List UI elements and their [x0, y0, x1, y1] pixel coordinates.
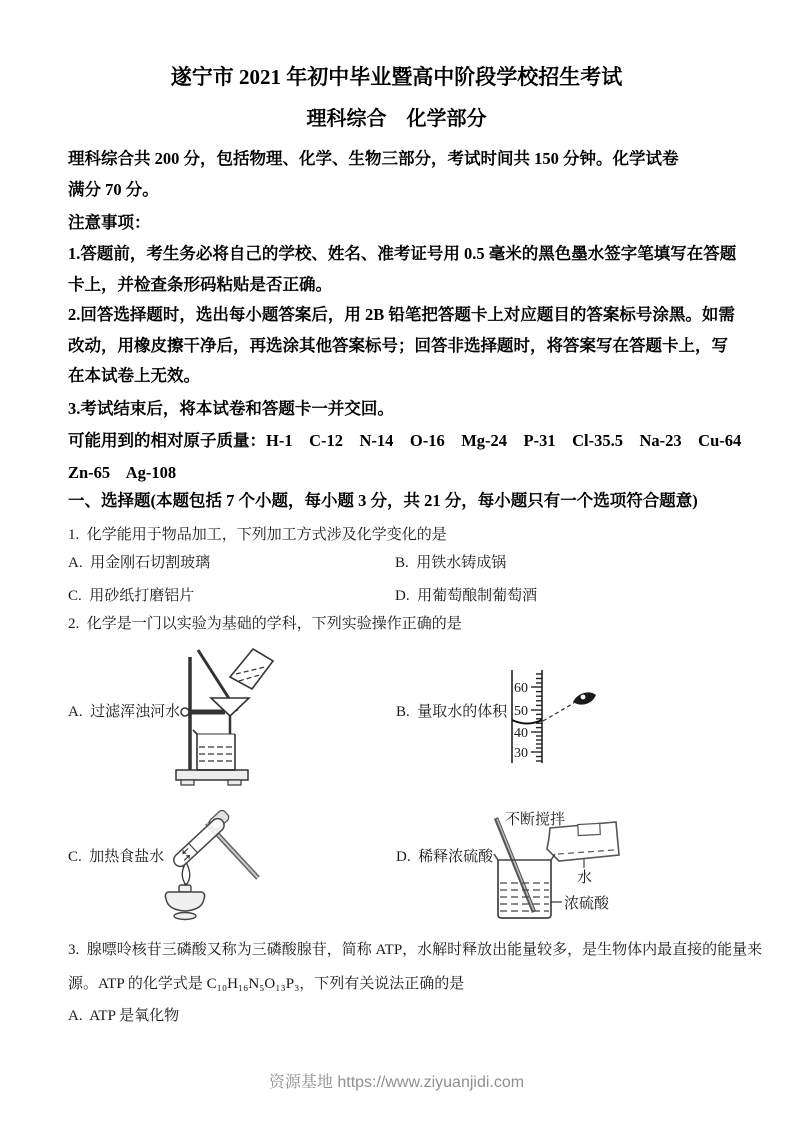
intro-line-1: 理科综合共 200 分，包括物理、化学、生物三部分，考试时间共 150 分钟。化学试卷 [68, 149, 679, 168]
stir-label: 不断搅拌 [505, 812, 566, 828]
funnel [211, 698, 249, 734]
notice-item2-line2: 改动，用橡皮擦干净后，再选涂其他答案标号；回答非选择题时，将答案写在答题卡上，写 [68, 336, 728, 355]
water-bottle [547, 822, 619, 861]
q2-option-d-label: D. 稀释浓硫酸 [396, 849, 494, 865]
notice-item1-line2: 卡上，并检查条形码粘贴是否正确。 [68, 275, 332, 294]
q1-option-d: D. 用葡萄酿制葡萄酒 [395, 588, 538, 604]
test-tube [171, 816, 227, 869]
notice-item2-line1: 2.回答选择题时，选出每小题答案后，用 2B 铅笔把答题卡上对应题目的答案标号涂黑。如需 [68, 305, 735, 324]
page-subtitle: 理科综合 化学部分 [306, 108, 487, 130]
q2-stem: 2. 化学是一门以实验为基础的学科，下列实验操作正确的是 [68, 616, 462, 632]
stirring-rod [496, 818, 534, 912]
q1-stem: 1. 化学能用于物品加工，下列加工方式涉及化学变化的是 [68, 527, 447, 543]
intro-line-2: 满分 70 分。 [68, 180, 159, 199]
atomic-mass-line-1: 可能用到的相对原子质量：H-1 C-12 N-14 O-16 Mg-24 P-31 Cl-35.5 Na-23 Cu-64 [68, 431, 742, 450]
q2-option-a-label: A. 过滤浑浊河水 [68, 704, 181, 720]
sight-line [543, 703, 574, 721]
q2-option-c-label: C. 加热食盐水 [68, 849, 165, 865]
notice-item1-line1: 1.答题前，考生务必将自己的学校、姓名、准考证号用 0.5 毫米的黑色墨水签字笔填写在答题 [68, 244, 737, 263]
notice-item2-line3: 在本试卷上无效。 [68, 366, 200, 385]
cylinder-scale-60: 60 [514, 681, 528, 696]
q3-line-2: 源。ATP 的化学式是 C₁₀H₁₆N₅O₁₃P₃，下列有关说法正确的是 [68, 976, 465, 992]
collecting-beaker [193, 730, 235, 770]
measuring-cylinder-figure [503, 666, 615, 773]
footer-watermark: 资源基地 https://www.ziyuanjidi.com [268, 1074, 525, 1091]
acid-dilution-figure [492, 798, 672, 937]
q3-line-1: 3. 腺嘌呤核苷三磷酸又称为三磷酸腺苷，简称 ATP，水解时释放出能量较多，是生物体内最直接的能量来 [68, 942, 763, 958]
q2-option-b-label: B. 量取水的体积 [396, 704, 508, 720]
cylinder-scale-40: 40 [514, 726, 528, 741]
section1-heading: 一、选择题(本题包括 7 个小题，每小题 3 分，共 21 分，每小题只有一个选项符合题意) [68, 491, 698, 510]
cylinder-scale-30: 30 [514, 746, 528, 761]
heating-test-tube-figure [156, 801, 296, 932]
atomic-mass-line-2: Zn-65 Ag-108 [68, 463, 177, 482]
q1-option-b: B. 用铁水铸成锅 [395, 555, 507, 571]
water-label: 水 [577, 870, 593, 886]
page-title: 遂宁市 2021 年初中毕业暨高中阶段学校招生考试 [170, 65, 623, 89]
notice-item3: 3.考试结束后，将本试卷和答题卡一并交回。 [68, 399, 394, 418]
eye-icon [573, 692, 596, 704]
alcohol-lamp [165, 879, 204, 920]
acid-label: 浓硫酸 [564, 896, 610, 912]
q1-option-c: C. 用砂纸打磨铝片 [68, 588, 195, 604]
cylinder-scale-50: 50 [514, 704, 528, 719]
q3-option-a: A. ATP 是氧化物 [68, 1008, 180, 1024]
q1-option-a: A. 用金刚石切割玻璃 [68, 555, 211, 571]
pouring-beaker [230, 649, 273, 689]
notice-heading: 注意事项： [68, 213, 151, 232]
cylinder-ticks [531, 674, 542, 761]
filtration-apparatus-figure [166, 644, 318, 801]
